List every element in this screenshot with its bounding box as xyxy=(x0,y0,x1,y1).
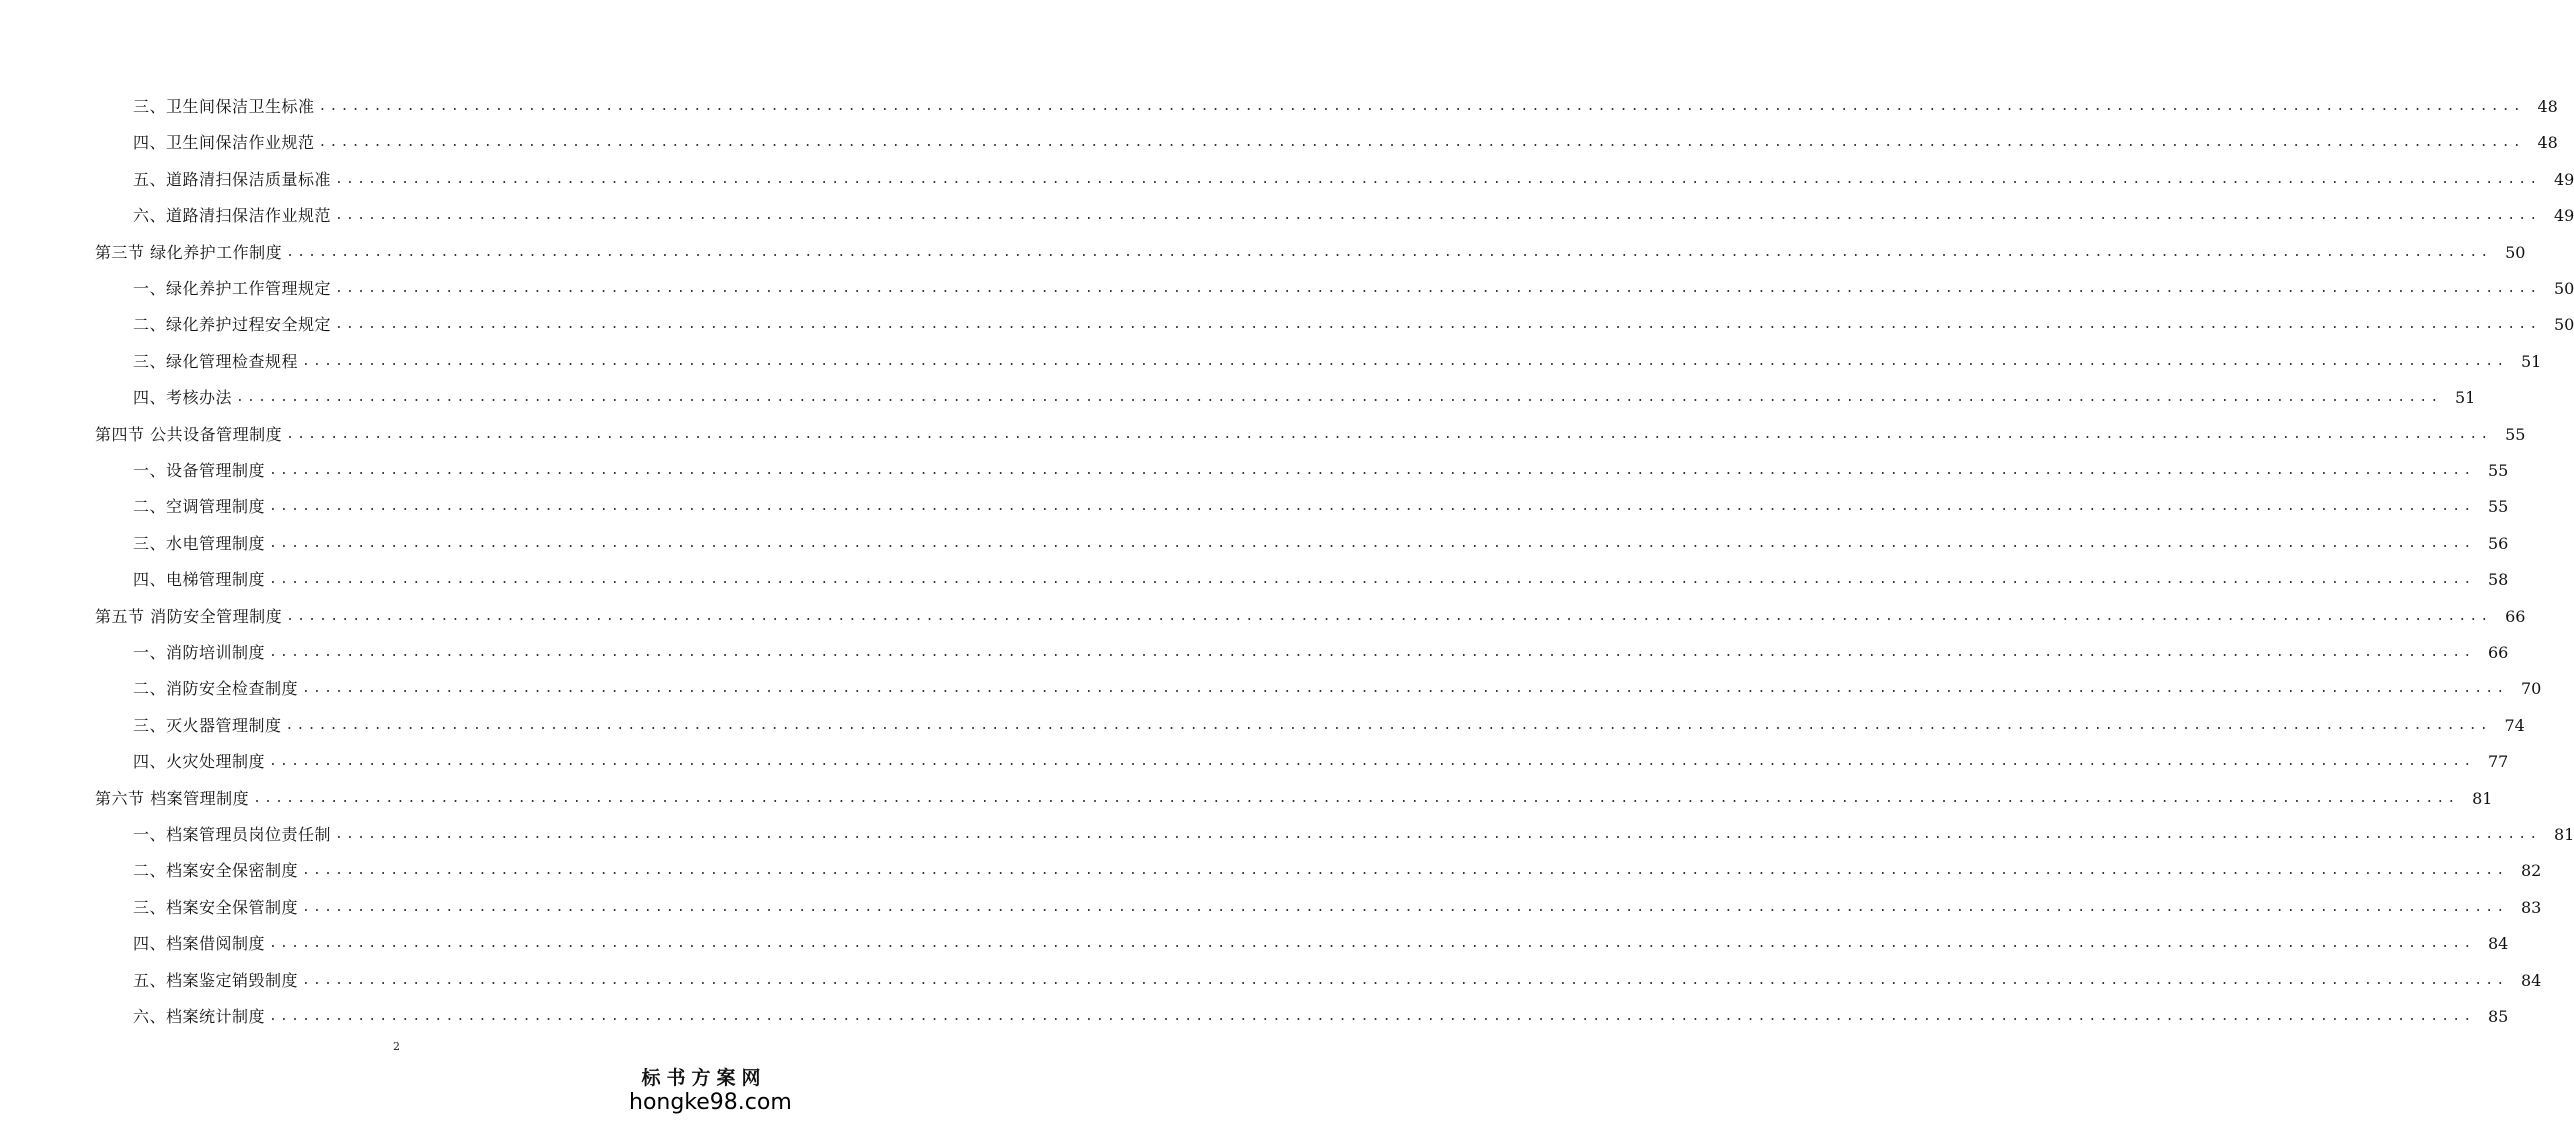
toc-page-number: 58 xyxy=(2488,570,2509,590)
toc-title: 四、考核办法 xyxy=(133,388,233,408)
toc-title: 一、消防培训制度 xyxy=(133,643,266,662)
toc-dot-leader: ........................................................................................................................................................................................................ xyxy=(335,317,2541,333)
toc-title: 六、档案统计制度 xyxy=(133,1007,266,1026)
toc-dot-leader: ........................................................................................................................................................................................................ xyxy=(269,463,2475,478)
toc-page-number: 55 xyxy=(2488,461,2509,480)
toc-dot-leader: ........................................................................................................................................................................................................ xyxy=(302,899,2508,915)
toc-title: 四、火灾处理制度 xyxy=(133,752,266,772)
watermark-site-name: 标书方案网 xyxy=(641,1067,767,1089)
toc-page-number: 70 xyxy=(2521,679,2542,699)
toc-item-row xyxy=(0,893,2542,923)
toc-title: 一、设备管理制度 xyxy=(133,461,266,480)
toc-item-row xyxy=(0,492,2509,522)
toc-page-number: 74 xyxy=(2504,715,2525,735)
toc-page-number: 49 xyxy=(2554,169,2574,189)
toc-page-number: 50 xyxy=(2554,279,2574,298)
toc-page-number: 51 xyxy=(2455,388,2476,408)
toc-dot-leader: ........................................................................................................................................................................................................ xyxy=(286,426,2492,442)
toc-item-row xyxy=(0,310,2574,340)
toc-title: 第三节 绿化养护工作制度 xyxy=(95,242,283,262)
toc-page-number: 66 xyxy=(2488,643,2509,662)
toc-dot-leader: ........................................................................................................................................................................................................ xyxy=(302,681,2508,697)
toc-page-number: 48 xyxy=(2537,97,2558,116)
toc-title: 四、电梯管理制度 xyxy=(133,570,266,590)
toc-item-row xyxy=(0,674,2542,704)
toc-title: 一、档案管理员岗位责任制 xyxy=(133,825,332,844)
toc-dot-leader: ........................................................................................................................................................................................................ xyxy=(269,535,2475,551)
toc-page-number: 66 xyxy=(2505,606,2526,626)
toc-item-row xyxy=(0,638,2509,668)
toc-dot-leader: ........................................................................................................................................................................................................ xyxy=(285,717,2491,733)
toc-page-number: 48 xyxy=(2537,133,2558,153)
toc-page-number: 83 xyxy=(2521,897,2542,917)
page-number: 2 xyxy=(393,1040,400,1053)
toc-item-row xyxy=(0,383,2476,413)
toc-page-number: 81 xyxy=(2472,788,2493,808)
toc-section-row xyxy=(0,420,2526,450)
toc-page-number: 56 xyxy=(2488,533,2509,553)
toc-title: 一、绿化养护工作管理规定 xyxy=(133,279,332,298)
toc-page-number: 50 xyxy=(2554,315,2574,335)
toc-item-row xyxy=(0,274,2574,304)
toc-section-row xyxy=(0,784,2493,814)
toc-title: 六、道路清扫保洁作业规范 xyxy=(133,206,332,226)
toc-item-row xyxy=(0,565,2509,595)
toc-dot-leader: ........................................................................................................................................................................................................ xyxy=(318,135,2524,151)
toc-page-number: 84 xyxy=(2521,970,2542,990)
toc-dot-leader: ........................................................................................................................................................................................................ xyxy=(269,936,2475,952)
toc-dot-leader: ........................................................................................................................................................................................................ xyxy=(269,754,2475,770)
toc-title: 三、灭火器管理制度 xyxy=(133,715,282,735)
toc-dot-leader: ........................................................................................................................................................................................................ xyxy=(318,99,2524,114)
toc-dot-leader: ........................................................................................................................................................................................................ xyxy=(286,244,2492,260)
toc-dot-leader: ........................................................................................................................................................................................................ xyxy=(302,353,2508,369)
toc-page-number: 82 xyxy=(2521,861,2542,881)
toc-page-number: 81 xyxy=(2554,825,2574,844)
toc-item-row xyxy=(0,347,2542,377)
toc-item-row xyxy=(0,820,2574,850)
toc-section-row xyxy=(0,238,2526,268)
toc-title: 第五节 消防安全管理制度 xyxy=(95,606,283,626)
toc-title: 二、绿化养护过程安全规定 xyxy=(133,315,332,335)
toc-title: 第六节 档案管理制度 xyxy=(95,788,250,808)
toc-title: 四、档案借阅制度 xyxy=(133,934,266,954)
toc-dot-leader: ........................................................................................................................................................................................................ xyxy=(236,390,2442,406)
toc-title: 二、空调管理制度 xyxy=(133,497,266,517)
toc-page-number: 77 xyxy=(2488,752,2509,772)
toc-item-row xyxy=(0,711,2525,741)
toc-page-number: 55 xyxy=(2488,497,2509,517)
toc-title: 四、卫生间保洁作业规范 xyxy=(133,133,315,153)
toc-page-number: 51 xyxy=(2521,351,2542,371)
watermark-logo xyxy=(629,1066,792,1116)
toc-item-row xyxy=(0,1002,2509,1032)
toc-item-row xyxy=(0,929,2509,959)
toc-item-row xyxy=(0,529,2509,559)
toc-item-row xyxy=(0,856,2542,886)
toc-title: 三、水电管理制度 xyxy=(133,533,266,553)
toc-title: 三、卫生间保洁卫生标准 xyxy=(133,97,315,116)
toc-dot-leader: ........................................................................................................................................................................................................ xyxy=(335,208,2541,224)
toc-title: 三、绿化管理检查规程 xyxy=(133,351,299,371)
toc-item-row xyxy=(0,92,2558,122)
toc-section-row xyxy=(0,602,2526,632)
toc-title: 五、道路清扫保洁质量标准 xyxy=(133,169,332,189)
toc-dot-leader: ........................................................................................................................................................................................................ xyxy=(253,790,2459,806)
toc-item-row xyxy=(0,966,2542,996)
toc-title: 二、消防安全检查制度 xyxy=(133,679,299,699)
toc-dot-leader: ........................................................................................................................................................................................................ xyxy=(269,572,2475,588)
toc-dot-leader: ........................................................................................................................................................................................................ xyxy=(335,281,2541,296)
toc-page-number: 85 xyxy=(2488,1007,2509,1026)
toc-dot-leader: ........................................................................................................................................................................................................ xyxy=(302,972,2508,988)
toc-title: 二、档案安全保密制度 xyxy=(133,861,299,881)
toc-page-number: 84 xyxy=(2488,934,2509,954)
toc-item-row xyxy=(0,165,2574,195)
toc-item-row xyxy=(0,201,2574,231)
toc-dot-leader: ........................................................................................................................................................................................................ xyxy=(335,827,2541,842)
toc-title: 五、档案鉴定销毁制度 xyxy=(133,970,299,990)
toc-dot-leader: ........................................................................................................................................................................................................ xyxy=(335,171,2541,187)
watermark-url: hongke98.com xyxy=(629,1090,792,1115)
toc-title: 三、档案安全保管制度 xyxy=(133,897,299,917)
toc-item-row xyxy=(0,456,2509,486)
toc-page-number: 49 xyxy=(2554,206,2574,226)
toc-dot-leader: ........................................................................................................................................................................................................ xyxy=(269,499,2475,515)
toc-dot-leader: ........................................................................................................................................................................................................ xyxy=(269,645,2475,660)
toc-item-row xyxy=(0,747,2509,777)
toc-dot-leader: ........................................................................................................................................................................................................ xyxy=(286,608,2492,624)
toc-title: 第四节 公共设备管理制度 xyxy=(95,424,283,444)
toc-dot-leader: ........................................................................................................................................................................................................ xyxy=(269,1009,2475,1024)
toc-page-number: 50 xyxy=(2505,242,2526,262)
toc-item-row xyxy=(0,128,2558,158)
toc-page-number: 55 xyxy=(2505,424,2526,444)
toc-dot-leader: ........................................................................................................................................................................................................ xyxy=(302,863,2508,879)
